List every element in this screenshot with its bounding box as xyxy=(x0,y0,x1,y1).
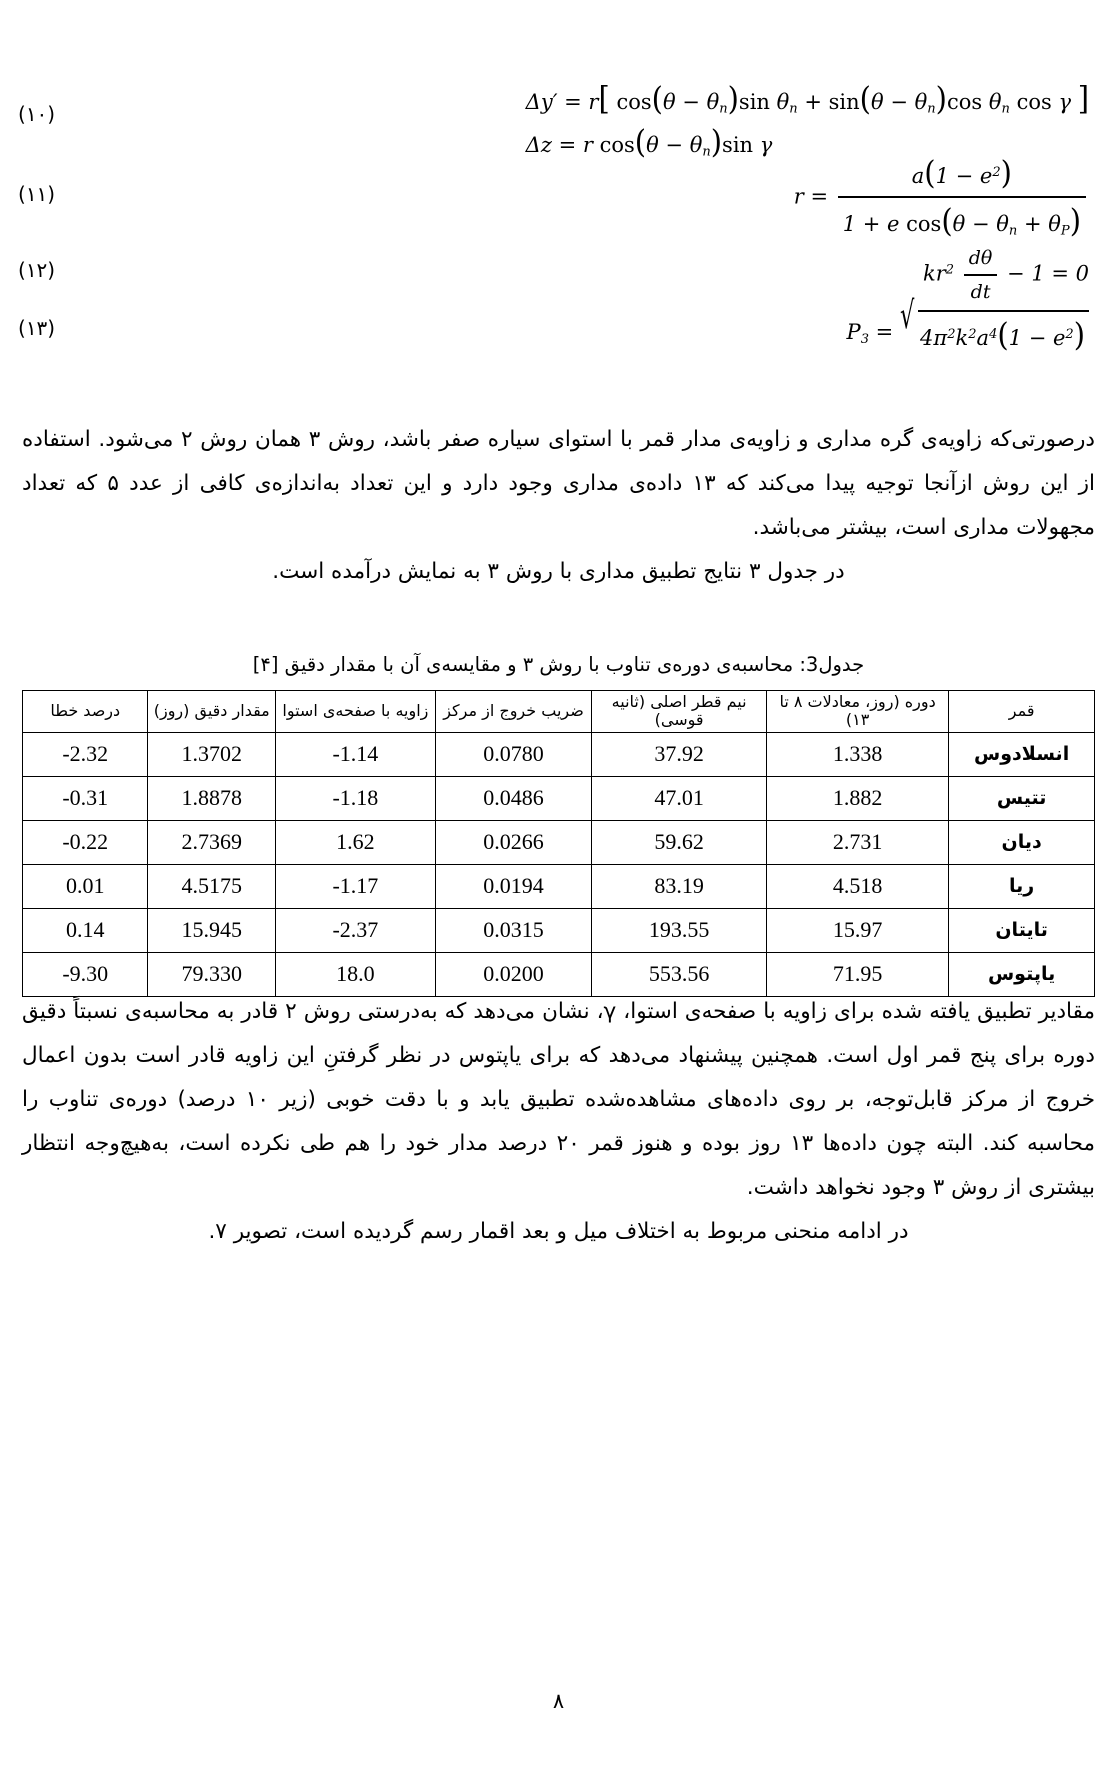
paragraph-two xyxy=(0,990,1117,1254)
table-row xyxy=(23,732,1095,776)
equation-11 xyxy=(18,152,1089,244)
header-period: دوره (روز، معادلات ۸ تا ۱۳) xyxy=(766,691,948,733)
cell-inclination: -1.18 xyxy=(276,776,436,820)
cell-exact: 2.7369 xyxy=(148,820,276,864)
equation-13-number: (۱۳) xyxy=(18,316,56,340)
cell-moon: ریا xyxy=(949,864,1095,908)
equation-11-body xyxy=(772,152,1089,244)
cell-moon: تایتان xyxy=(949,908,1095,952)
cell-error: -9.30 xyxy=(23,952,148,996)
paragraph-one xyxy=(0,418,1117,594)
header-eccentricity: ضریب خروج از مرکز xyxy=(435,691,592,733)
cell-error: -2.32 xyxy=(23,732,148,776)
cell-eccentricity: 0.0780 xyxy=(435,732,592,776)
cell-period: 2.731 xyxy=(766,820,948,864)
cell-eccentricity: 0.0266 xyxy=(435,820,592,864)
equation-10 xyxy=(18,78,1089,161)
cell-inclination: -1.17 xyxy=(276,864,436,908)
table-row xyxy=(23,820,1095,864)
cell-eccentricity: 0.0315 xyxy=(435,908,592,952)
page-number: ۸ xyxy=(552,1689,565,1713)
equation-12-number: (۱۲) xyxy=(18,258,56,282)
cell-period: 1.882 xyxy=(766,776,948,820)
table-row xyxy=(23,908,1095,952)
cell-semi-major: 83.19 xyxy=(592,864,767,908)
cell-moon: یاپتوس xyxy=(949,952,1095,996)
header-error-percent: درصد خطا xyxy=(23,691,148,733)
header-inclination: زاویه با صفحه‌ی استوا xyxy=(276,691,436,733)
cell-period: 15.97 xyxy=(766,908,948,952)
equation-12-line-1: $kr^2$ $\frac{d\theta}{dt}$ − 1 = 0 xyxy=(923,244,1089,306)
equation-12 xyxy=(18,244,1089,310)
cell-eccentricity: 0.0194 xyxy=(435,864,592,908)
table-caption: جدول3: محاسبه‌ی دوره‌ی تناوب با روش ۳ و مقایسه‌ی آن با مقدار دقیق [۴] xyxy=(252,653,865,676)
cell-semi-major: 553.56 xyxy=(592,952,767,996)
paragraph-two-closing-line: در ادامه منحنی مربوط به اختلاف میل و بعد اقمار رسم گردیده است، تصویر ۷. xyxy=(208,1219,909,1245)
table-row xyxy=(23,864,1095,908)
cell-exact: 1.8878 xyxy=(148,776,276,820)
cell-inclination: -2.37 xyxy=(276,908,436,952)
cell-moon: دیان xyxy=(949,820,1095,864)
table-head xyxy=(23,691,1095,733)
equation-13-line-1: $P_3$ = √ $4\pi^2k^2a^4(1 - e^2)$ xyxy=(847,310,1089,357)
paragraph-one-closing-line: در جدول ۳ نتایج تطبیق مداری با روش ۳ به نمایش درآمده است. xyxy=(272,559,845,585)
cell-exact: 1.3702 xyxy=(148,732,276,776)
cell-period: 1.338 xyxy=(766,732,948,776)
header-moon: قمر xyxy=(949,691,1095,733)
table-body xyxy=(23,732,1095,996)
table-row xyxy=(23,776,1095,820)
equation-10-line-2: Δz = r $\cos(\theta - \theta_n)\sin$ γ xyxy=(525,124,773,161)
cell-exact: 15.945 xyxy=(148,908,276,952)
cell-inclination: -1.14 xyxy=(276,732,436,776)
equation-13 xyxy=(18,294,1089,360)
equation-13-body xyxy=(825,294,1089,357)
cell-error: -0.22 xyxy=(23,820,148,864)
cell-exact: 79.330 xyxy=(148,952,276,996)
cell-eccentricity: 0.0200 xyxy=(435,952,592,996)
cell-semi-major: 193.55 xyxy=(592,908,767,952)
cell-error: 0.01 xyxy=(23,864,148,908)
paragraph-two-body: مقادیر تطبیق یافته شده برای زاویه با صفحه‌ی استوا، γ، نشان می‌دهد که به‌درستی روش ۲ قادر به محاسبه‌ی نسبتاً دقیق دوره برای پنج قمر اول است. همچنین پیشنهاد می‌دهد که برای یاپتوس در نظر گرفتنِ این زاویه قادر است بدون اعمال خروج از مرکز قابل‌توجه، بر روی داده‌های مشاهده‌شده تطبیق یابد و با دقت خوبی (زیر ۱۰ درصد) دوره‌ی تناوب را محاسبه کند. البته چون داده‌ها ۱۳ روز بوده و هنوز قمر ۲۰ درصد مدار خود را هم طی نکرده است، به‌هیچ‌وجه انتظار بیشتری از روش ۳ وجود نخواهد داشت. xyxy=(22,999,1095,1201)
cell-error: 0.14 xyxy=(23,908,148,952)
equations-block xyxy=(0,78,1117,360)
equation-10-number: (۱۰) xyxy=(18,102,56,126)
header-semi-major: نیم قطر اصلی (ثانیه قوسی) xyxy=(592,691,767,733)
orbital-results-table xyxy=(22,690,1095,997)
equation-10-line-1: Δy′ = r[ $\cos(\theta - \theta_n)\sin$ $\theta_n + \sin(\theta - \theta_n)\cos$ $\theta_n$ cos γ ] xyxy=(525,80,1089,118)
equation-11-line-1: r = $\frac{a(1 - e^2)}{1 + e \cos(\theta - \theta_n + \theta_P)}$ xyxy=(794,152,1089,244)
cell-exact: 4.5175 xyxy=(148,864,276,908)
equation-11-number: (۱۱) xyxy=(18,182,56,206)
cell-semi-major: 59.62 xyxy=(592,820,767,864)
cell-semi-major: 37.92 xyxy=(592,732,767,776)
cell-moon: تتیس xyxy=(949,776,1095,820)
table-container xyxy=(22,690,1095,997)
cell-moon: انسلادوس xyxy=(949,732,1095,776)
cell-inclination: 18.0 xyxy=(276,952,436,996)
cell-period: 71.95 xyxy=(766,952,948,996)
equation-12-body xyxy=(901,244,1089,306)
cell-error: -0.31 xyxy=(23,776,148,820)
paragraph-one-body: درصورتی‌که زاویه‌ی گره مداری و زاویه‌ی مدار قمر با استوای سیاره صفر باشد، روش ۳ همان روش ۲ می‌شود. استفاده از این روش ازآنجا توجیه پیدا می‌کند که ۱۳ داده‌ی مداری وجود دارد و این تعداد به‌اندازه‌ی کافی از عدد ۵ که تعداد مجهولات مداری است، بیشتر می‌باشد. xyxy=(22,427,1095,541)
table-header-row xyxy=(23,691,1095,733)
cell-eccentricity: 0.0486 xyxy=(435,776,592,820)
cell-semi-major: 47.01 xyxy=(592,776,767,820)
header-exact-value: مقدار دقیق (روز) xyxy=(148,691,276,733)
cell-inclination: 1.62 xyxy=(276,820,436,864)
cell-period: 4.518 xyxy=(766,864,948,908)
